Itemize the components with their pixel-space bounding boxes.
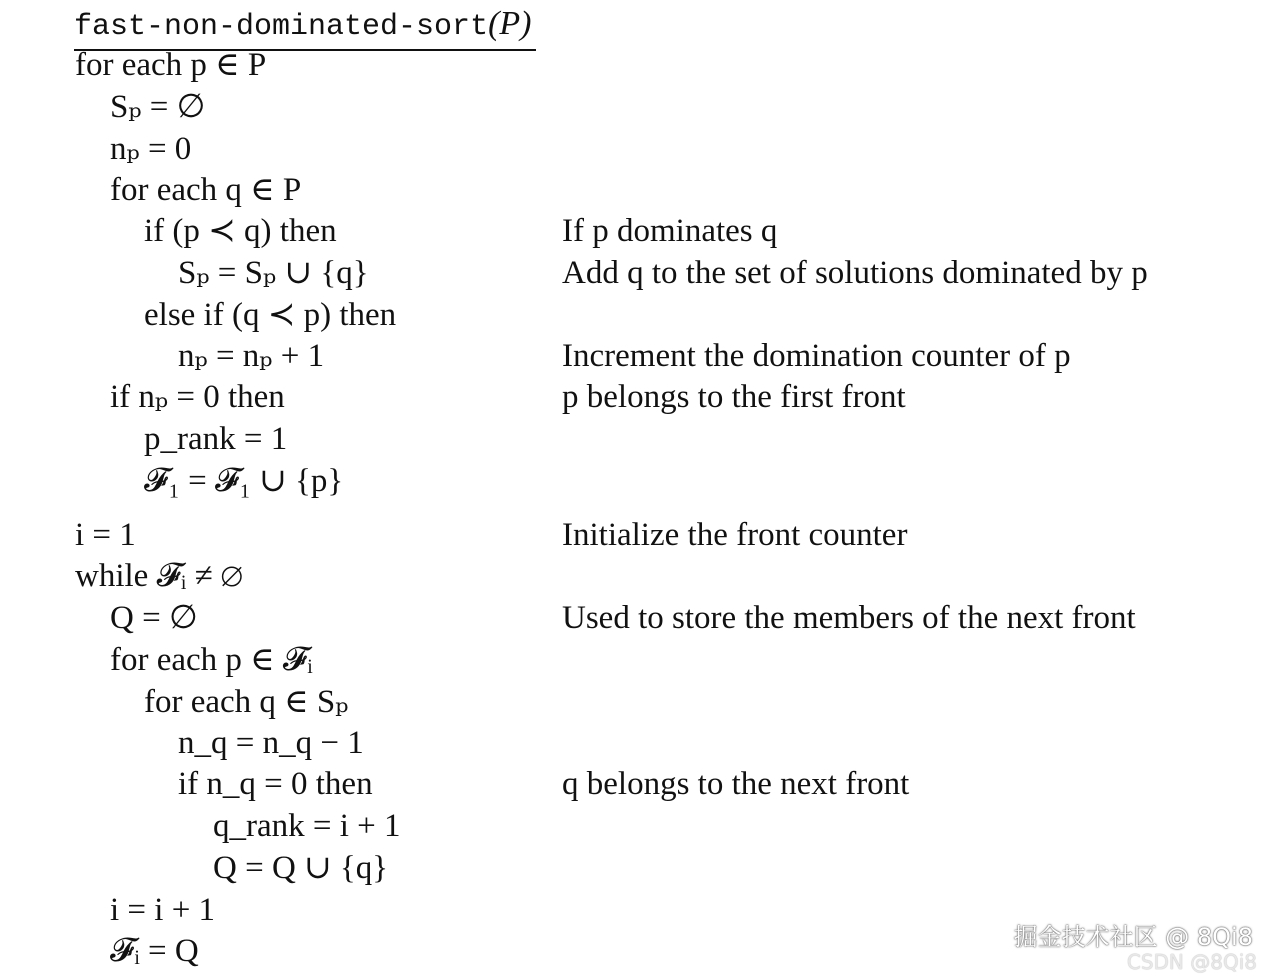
code-text: for each q ∈ P <box>110 172 302 208</box>
pseudocode-line <box>0 376 1275 418</box>
pseudocode-line <box>0 418 1275 460</box>
code-text: if nₚ = 0 then <box>110 379 285 415</box>
code-text: i = 1 <box>75 517 136 553</box>
code-text: if (p ≺ q) then <box>144 213 337 249</box>
code-text: if n_q = 0 then <box>178 766 373 802</box>
comment-text: p belongs to the first front <box>562 379 906 415</box>
pseudocode-line <box>0 252 1275 294</box>
code-text: for each q ∈ Sₚ <box>144 684 349 720</box>
pseudocode-line <box>0 86 1275 128</box>
comment-text: Add q to the set of solutions dominated by p <box>562 255 1148 291</box>
algorithm-argument: (P) <box>488 5 532 42</box>
comment-text: Initialize the front counter <box>562 517 908 553</box>
algorithm-name: fast-non-dominated-sort <box>74 10 489 44</box>
pseudocode-line <box>0 335 1275 377</box>
code-text: while 𝓕ᵢ ≠ ∅ <box>75 558 243 594</box>
code-text: Sₚ = Sₚ ∪ {q} <box>178 255 369 291</box>
pseudocode-line <box>0 460 1275 502</box>
pseudocode-line <box>0 722 1275 764</box>
comment-text: Used to store the members of the next front <box>562 600 1136 636</box>
watermark-csdn: CSDN @8Qi8 <box>1126 950 1257 974</box>
code-text: Q = Q ∪ {q} <box>213 850 389 886</box>
pseudocode-line <box>0 847 1275 889</box>
pseudocode-line <box>0 44 1275 86</box>
code-text: i = i + 1 <box>110 892 216 928</box>
pseudocode-line <box>0 805 1275 847</box>
comment-text: Increment the domination counter of p <box>562 338 1071 374</box>
pseudocode-line <box>0 210 1275 252</box>
code-text: n_q = n_q − 1 <box>178 725 364 761</box>
pseudocode-line <box>0 681 1275 723</box>
pseudocode-line <box>0 763 1275 805</box>
pseudocode-line <box>0 128 1275 170</box>
pseudocode-line <box>0 597 1275 639</box>
comment-text: q belongs to the next front <box>562 766 910 802</box>
code-text: nₚ = 0 <box>110 131 192 167</box>
pseudocode-line <box>0 169 1275 211</box>
code-text: for each p ∈ 𝓕ᵢ <box>110 642 313 678</box>
code-text: nₚ = nₚ + 1 <box>178 338 325 374</box>
code-text: 𝓕₁ = 𝓕₁ ∪ {p} <box>144 463 344 499</box>
pseudocode-line <box>0 294 1275 336</box>
watermark-juejin: 掘金技术社区 @ 8Qi8 <box>1013 923 1253 951</box>
code-text: 𝓕ᵢ = Q <box>110 933 199 969</box>
pseudocode-line <box>0 514 1275 556</box>
code-text: Sₚ = ∅ <box>110 89 206 125</box>
pseudocode-line <box>0 555 1275 597</box>
pseudocode-line <box>0 639 1275 681</box>
code-text: for each p ∈ P <box>75 47 267 83</box>
comment-text: If p dominates q <box>562 213 778 249</box>
code-text: q_rank = i + 1 <box>213 808 401 844</box>
code-text: p_rank = 1 <box>144 421 288 457</box>
code-text: Q = ∅ <box>110 600 198 636</box>
code-text: else if (q ≺ p) then <box>144 297 397 333</box>
